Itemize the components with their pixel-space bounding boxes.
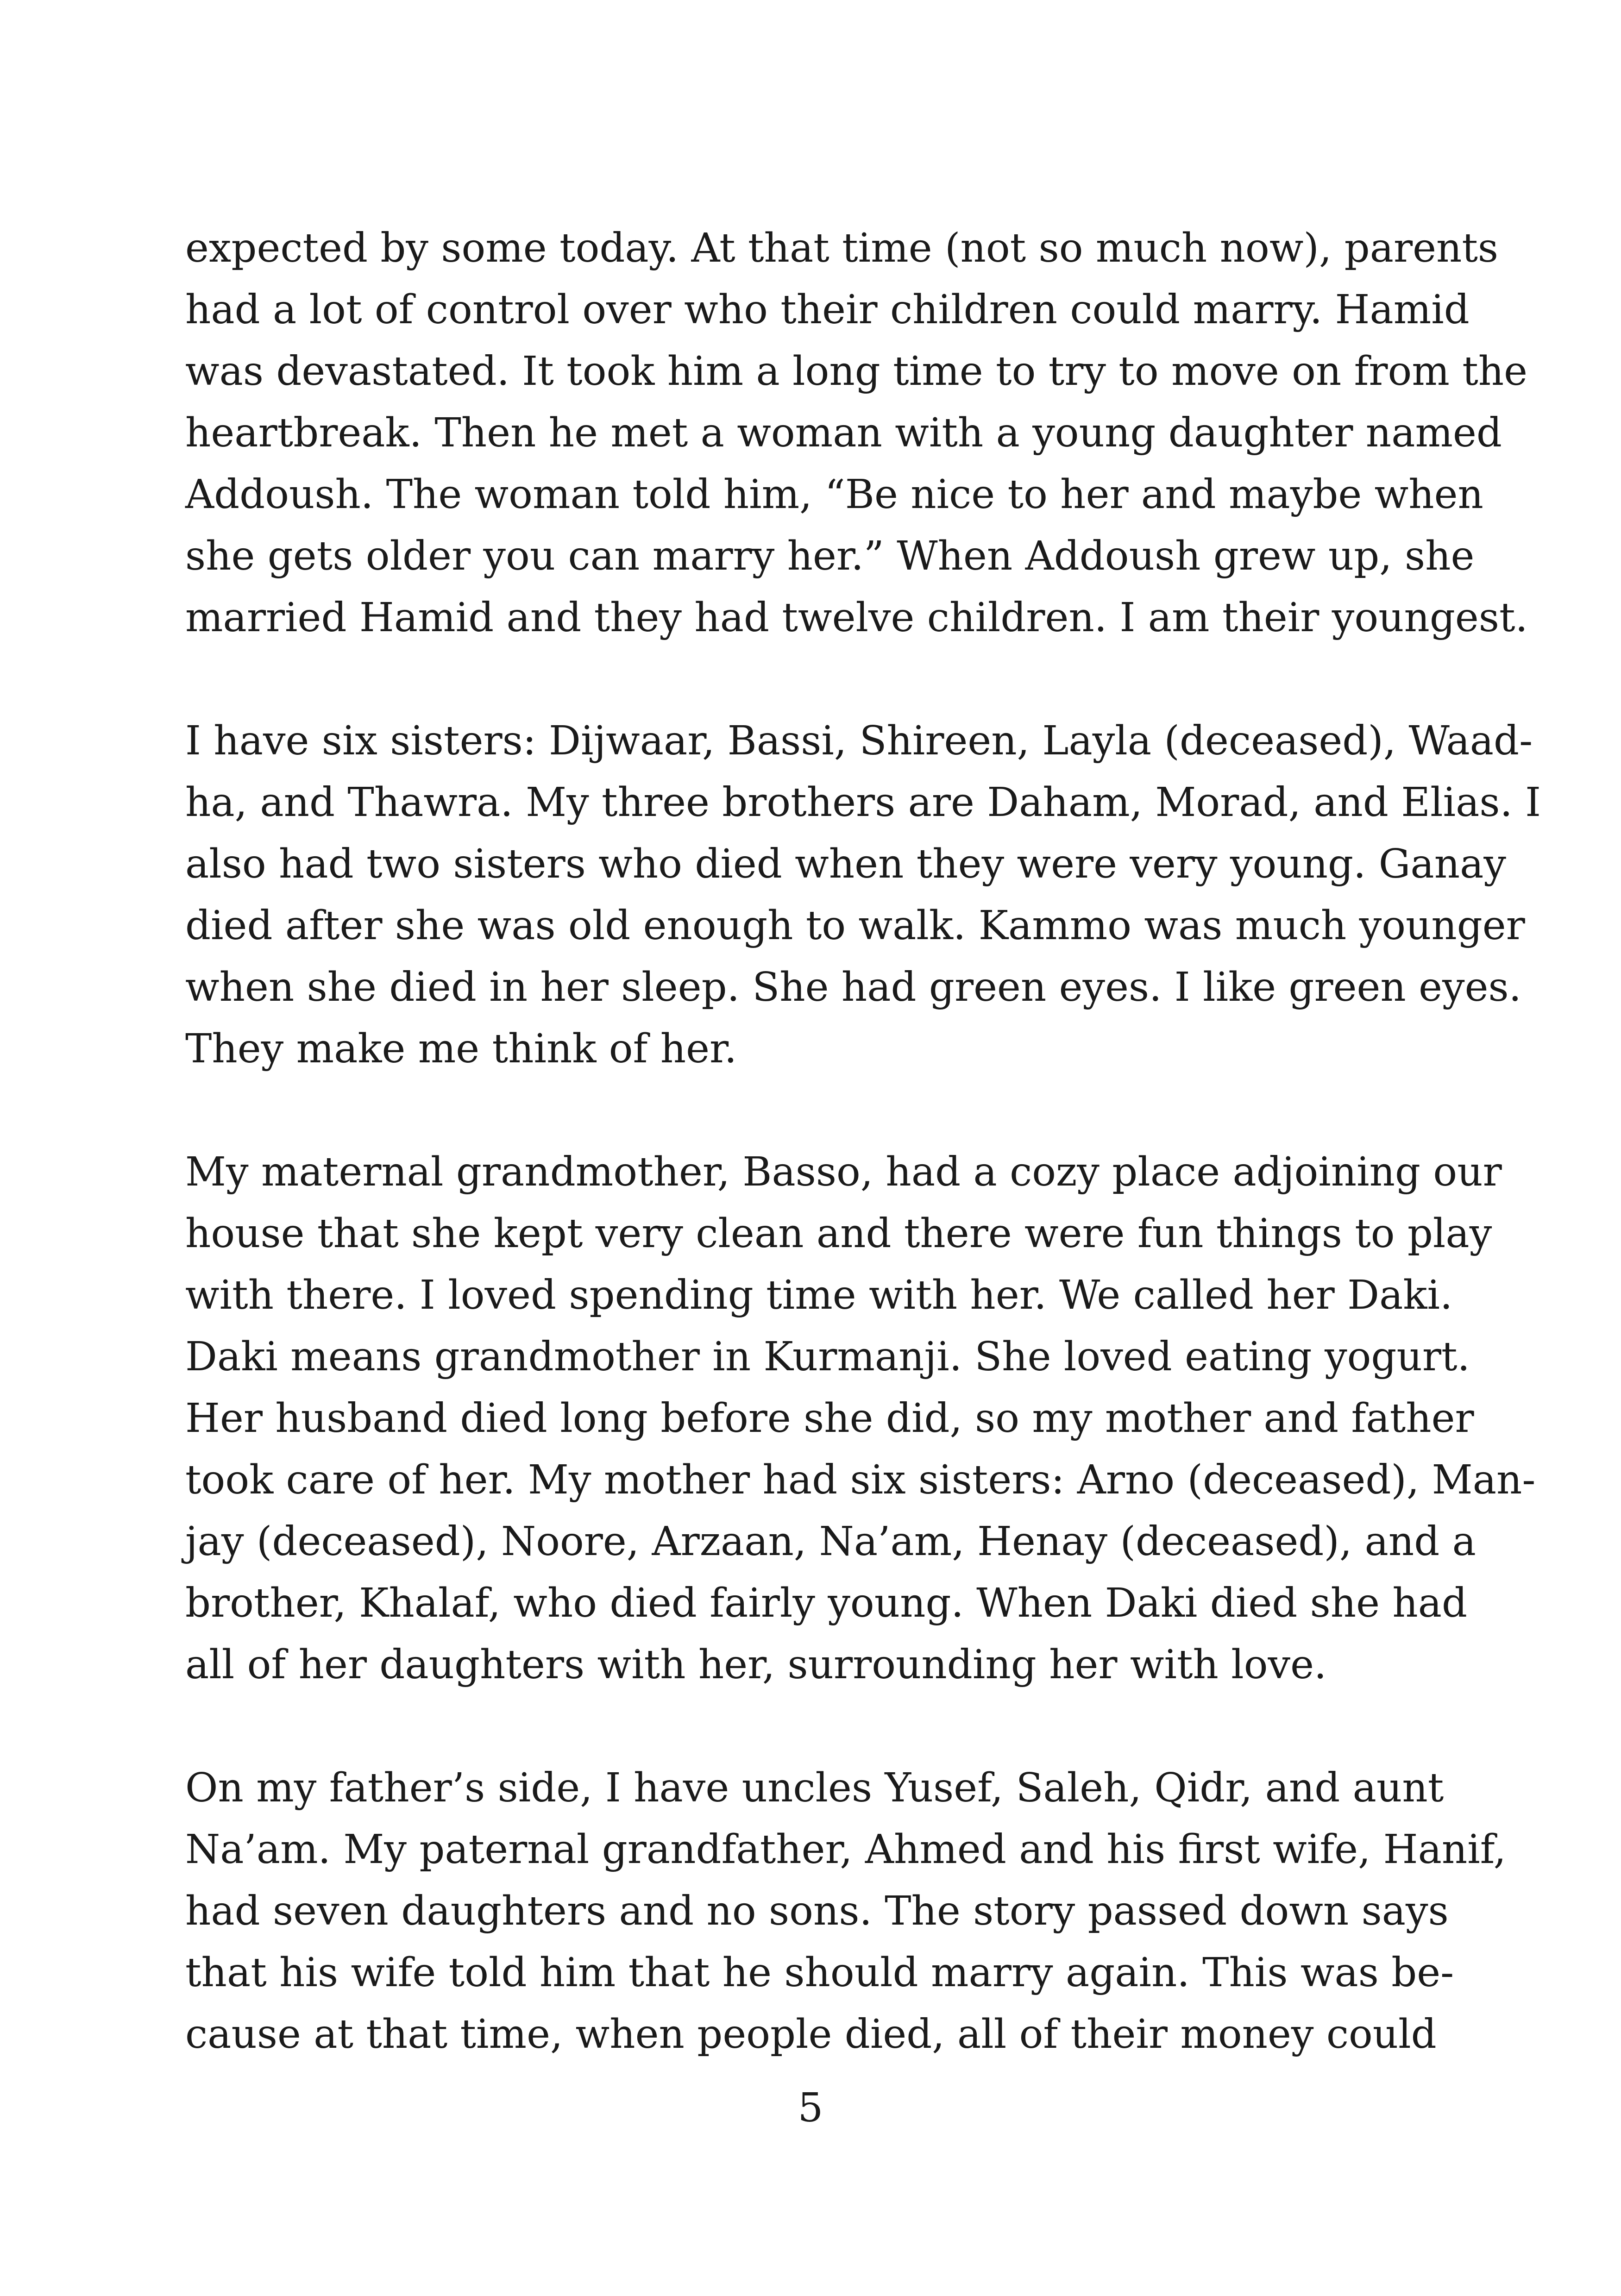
text-line: Daki means grandmother in Kurmanji. She loved eating yogurt. [185,1334,1470,1380]
text-line: cause at that time, when people died, all of their money could [185,2011,1437,2058]
text-line: with there. I loved spending time with her. We called her Daki. [185,1272,1453,1318]
text-line: jay (deceased), Noore, Arzaan, Na’am, Henay (deceased), and a [185,1518,1476,1565]
text-line: expected by some today. At that time (not so much now), parents [185,225,1499,271]
body-text [185,218,1541,2065]
text-line: was devastated. It took him a long time to try to move on from the [185,348,1528,395]
text-line: she gets older you can marry her.” When Addoush grew up, she [185,533,1475,579]
text-line: all of her daughters with her, surrounding her with love. [185,1642,1327,1688]
paragraph-2 [185,710,1541,1080]
text-line: On my father’s side, I have uncles Yusef, Saleh, Qidr, and aunt [185,1765,1444,1811]
text-line: Na’am. My paternal grandfather, Ahmed and his first wife, Hanif, [185,1826,1506,1873]
text-line: heartbreak. Then he met a woman with a young daughter named [185,410,1502,456]
paragraph-1 [185,218,1528,649]
text-line: had seven daughters and no sons. The story passed down says [185,1888,1449,1934]
text-line: My maternal grandmother, Basso, had a cozy place adjoining our [185,1149,1502,1195]
text-line: took care of her. My mother had six sisters: Arno (deceased), Man- [185,1457,1536,1503]
text-line: also had two sisters who died when they were very young. Ganay [185,841,1506,887]
paragraph-spacer [185,1080,1482,1142]
text-line: died after she was old enough to walk. Kammo was much younger [185,903,1525,949]
page-number: 5 [798,2085,823,2131]
text-line: I have six sisters: Dijwaar, Bassi, Shireen, Layla (deceased), Waad- [185,718,1533,764]
text-line: house that she kept very clean and there were fun things to play [185,1211,1492,1257]
paragraph-spacer [185,649,1482,710]
text-line: ha, and Thawra. My three brothers are Daham, Morad, and Elias. I [185,779,1541,826]
text-line: married Hamid and they had twelve children. I am their youngest. [185,595,1528,641]
text-line: Her husband died long before she did, so my mother and father [185,1395,1474,1442]
text-line: They make me think of her. [185,1026,737,1072]
text-line: Addoush. The woman told him, “Be nice to her and maybe when [185,471,1483,518]
paragraph-spacer [185,1696,1482,1757]
text-line: had a lot of control over who their children could marry. Hamid [185,287,1470,333]
text-line: that his wife told him that he should marry again. This was be- [185,1950,1454,1996]
text-line: brother, Khalaf, who died fairly young. When Daki died she had [185,1580,1468,1626]
text-line: when she died in her sleep. She had green eyes. I like green eyes. [185,964,1521,1010]
paragraph-3 [185,1142,1536,1696]
paragraph-4 [185,1757,1506,2065]
